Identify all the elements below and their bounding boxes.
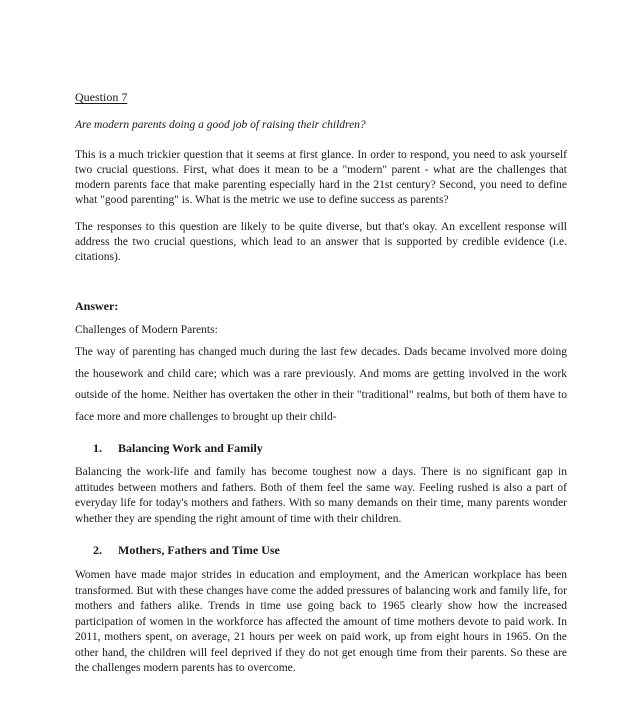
answer-intro-paragraph: The way of parenting has changed much during the last few decades. Dads became involved more doing the housework and child care; which was a rare previously. And moms are getting involved in the work outside of the home. Neither has overtaken the other in their "traditional" realms, but both of them have to face more and more challenges to brought up their child-	[75, 346, 567, 423]
question-label: Question 7	[75, 90, 128, 104]
document-content	[75, 0, 567, 677]
intro-paragraph-1: This is a much trickier question that it seems at first glance. In order to respond, you need to ask yourself two crucial questions. First, what does it mean to be a "modern" parent - what are the challenges that modern parents face that make parenting especially hard in the 21st century? Second, you need to define what "good parenting" is. What is the metric we use to define success as parents?	[75, 149, 567, 206]
section-2-heading	[75, 543, 567, 558]
answer-subtitle: Challenges of Modern Parents:	[75, 324, 218, 336]
section-1-number: 1.	[93, 441, 102, 455]
section-1-heading	[75, 441, 567, 456]
section-2-number: 2.	[93, 543, 102, 557]
question-prompt: Are modern parents doing a good job of raising their children?	[75, 119, 366, 131]
intro-paragraph-2: The responses to this question are likely to be quite diverse, but that's okay. An excellent response will address the two crucial questions, which lead to an answer that is supported by credible evidence (i.e. citations).	[75, 221, 567, 263]
section-1-title: Balancing Work and Family	[118, 441, 263, 455]
section-1-body: Balancing the work-life and family has become toughest now a days. There is no significant gap in attitudes between mothers and fathers. Both of them feel the same way. Feeling rushed is also a part of everyday life for today's mothers and fathers. With so many demands on their time, many parents wonder whether they are spending the right amount of time with their children.	[75, 466, 567, 525]
section-2-title: Mothers, Fathers and Time Use	[118, 543, 280, 557]
answer-label: Answer:	[75, 299, 119, 313]
section-2-body: Women have made major strides in education and employment, and the American workplace has been transformed. But with these changes have come the added pressures of balancing work and family life, for mothers and fathers alike. Trends in time use going back to 1965 clearly show how the increased participation of women in the workforce has affected the amount of time mothers devote to paid work. In 2011, mothers spent, on average, 21 hours per week on paid work, up from eight hours in 1965. On the other hand, the children will feel deprived if they do not get enough time from their parents. So these are the challenges modern parents has to overcome.	[75, 569, 567, 674]
